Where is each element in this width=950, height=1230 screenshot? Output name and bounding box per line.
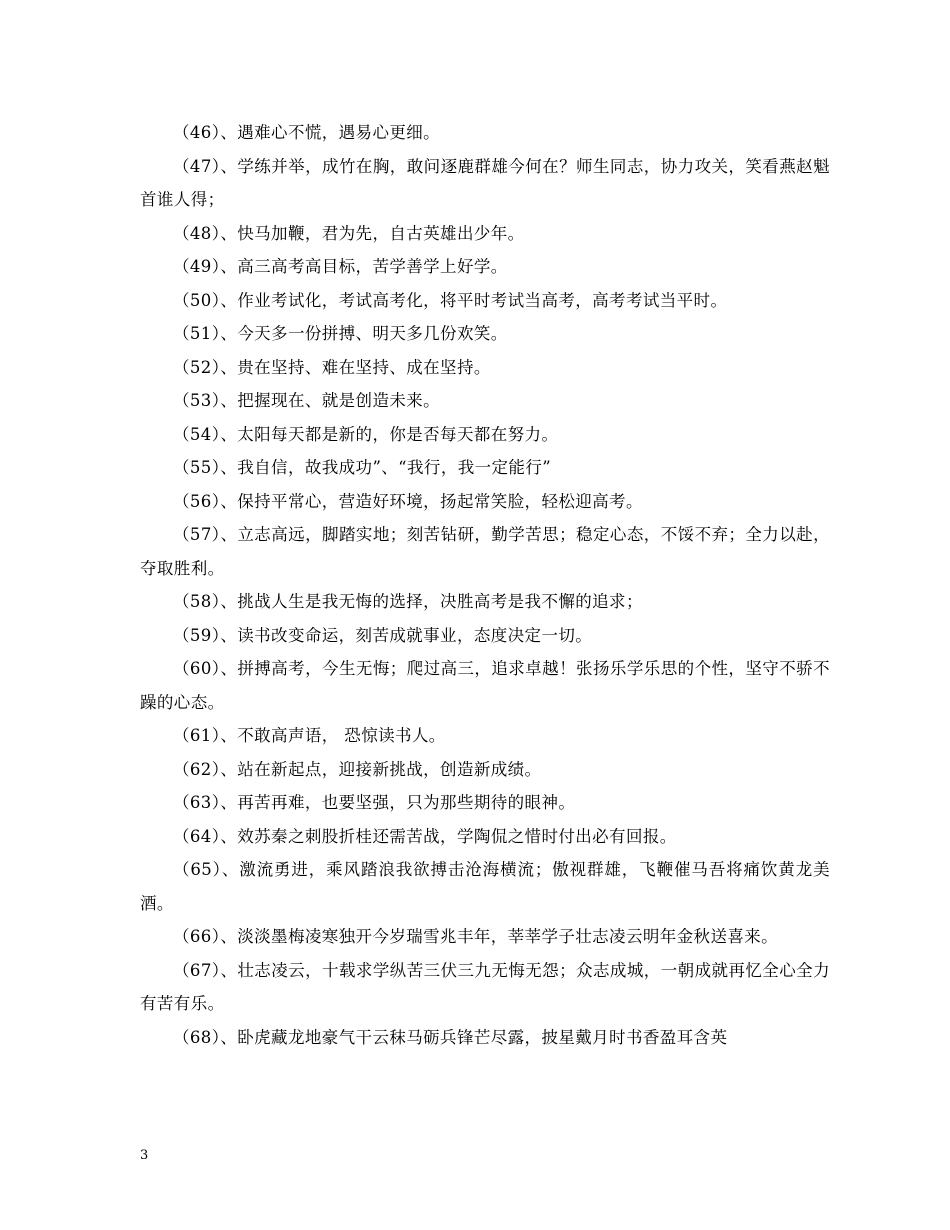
paragraph: （47）、学练并举，成竹在胸，敢问逐鹿群雄今何在？师生同志，协力攻关，笑看燕赵魁首谁人得； [140, 156, 830, 209]
paragraph: （64）、效苏秦之刺股折桂还需苦战，学陶侃之惜时付出必有回报。 [173, 826, 677, 846]
paragraph: （65）、激流勇进，乘风踏浪我欲搏击沧海横流；傲视群雄，飞鞭催马吾将痛饮黄龙美酒。 [140, 860, 830, 913]
paragraph: （60）、拼搏高考，今生无悔；爬过高三，追求卓越！张扬乐学乐思的个性，坚守不骄不躁的心态。 [140, 659, 830, 712]
paragraph: （51）、今天多一份拼搏、明天多几份欢笑。 [173, 324, 508, 343]
paragraph: （58）、挑战人生是我无悔的选择，决胜高考是我不懈的追求； [173, 592, 643, 611]
paragraph: （50）、作业考试化，考试高考化，将平时考试当高考，高考考试当平时。 [173, 290, 728, 310]
paragraph: （66）、淡淡墨梅凌寒独开今岁瑞雪兆丰年，莘莘学子壮志凌云明年金秋送喜来。 [173, 927, 779, 946]
paragraph: （46）、遇难心不慌，遇易心更细。 [173, 123, 441, 142]
page-number: 3 [140, 1148, 149, 1163]
paragraph: （57）、立志高远，脚踏实地；刻苦钻研，勤学苦思；稳定心态，不馁不弃；全力以赴，夺取胜利。 [140, 525, 830, 578]
paragraph: （61）、不敢高声语， 恐惊读书人。 [173, 726, 446, 745]
paragraph: （59）、读书改变命运，刻苦成就事业，态度决定一切。 [173, 625, 593, 645]
paragraph: （48）、快马加鞭，君为先，自古英雄出少年。 [173, 223, 525, 243]
paragraph: （56）、保持平常心，营造好环境，扬起常笑脸，轻松迎高考。 [173, 491, 643, 511]
paragraph: （54）、太阳每天都是新的，你是否每天都在努力。 [173, 424, 559, 444]
paragraph: （52）、贵在坚持、难在坚持、成在坚持。 [173, 357, 491, 377]
paragraph: （53）、把握现在、就是创造未来。 [173, 391, 441, 410]
paragraph: （68）、卧虎藏龙地豪气干云秣马砺兵锋芒尽露，披星戴月时书香盈耳含英 [173, 1027, 728, 1047]
document-body [140, 116, 830, 1054]
paragraph: （63）、再苦再难，也要坚强，只为那些期待的眼神。 [173, 793, 576, 812]
paragraph: （67）、壮志凌云，十载求学纵苦三伏三九无悔无怨；众志成城，一朝成就再忆全心全力有苦有乐。 [140, 960, 830, 1013]
paragraph: （49）、高三高考高目标，苦学善学上好学。 [173, 257, 508, 276]
paragraph: （55）、我自信，故我成功”、“我行，我一定能行” [173, 458, 552, 477]
paragraph: （62）、站在新起点，迎接新挑战，创造新成绩。 [173, 759, 542, 779]
